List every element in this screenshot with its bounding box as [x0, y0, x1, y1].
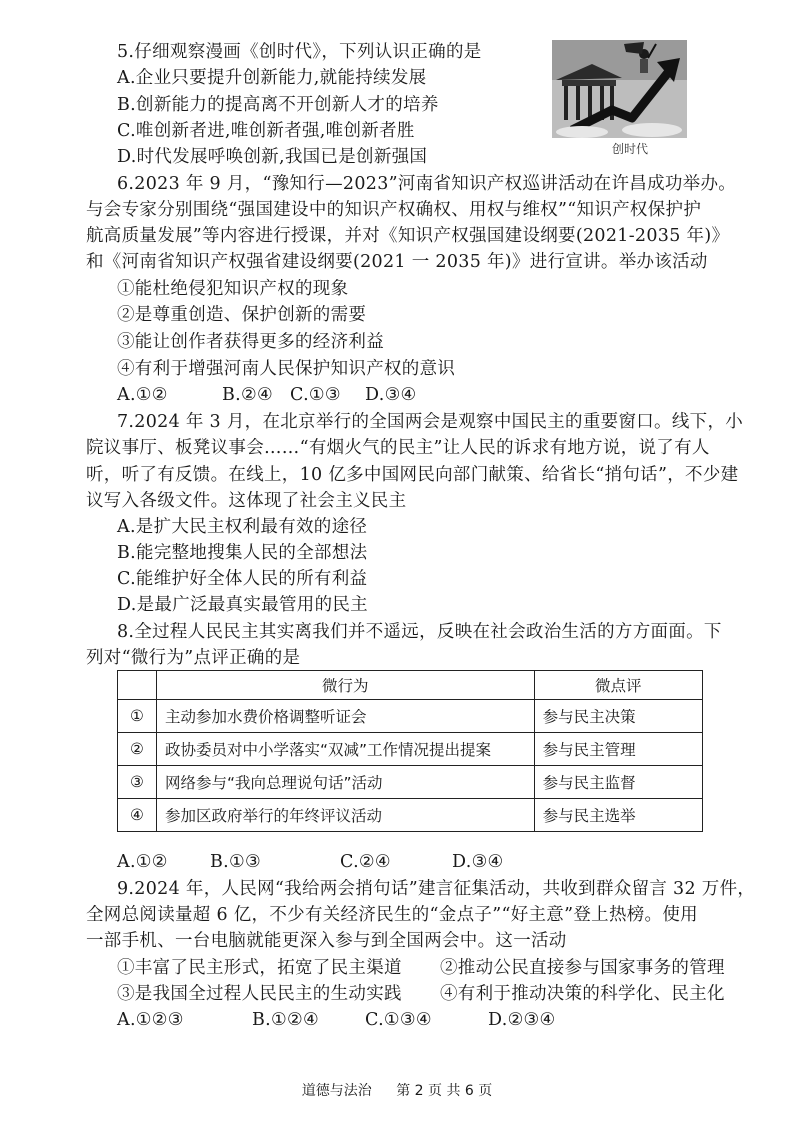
- q9-line-3: 一部手机、一台电脑就能更深入参与到全国两会中。这一活动: [86, 931, 567, 951]
- table-row: [118, 766, 703, 799]
- q6-line-4: 和《河南省知识产权强省建设纲要(2021 一 2035 年)》进行宣讲。举办该活动: [86, 252, 708, 272]
- q5-option-c: C.唯创新者进,唯创新者强,唯创新者胜: [117, 121, 415, 141]
- q9-item-3: ③是我国全过程人民民主的生动实践: [117, 984, 402, 1004]
- table-header-index: [118, 671, 157, 700]
- table-cell-index: ②: [118, 733, 157, 766]
- table-row: [118, 700, 703, 733]
- cartoon-illustration: [552, 40, 687, 138]
- table-cell-comment: 参与民主监督: [534, 766, 702, 799]
- q6-item-2: ②是尊重创造、保护创新的需要: [117, 305, 367, 325]
- q7-option-b: B.能完整地搜集人民的全部想法: [117, 543, 368, 563]
- table-row: [118, 733, 703, 766]
- q7-line-3: 听，听了有反馈。在线上，10 亿多中国网民向部门献策、给省长“捎句话”，不少建: [86, 465, 739, 485]
- q8-line-1: 8.全过程人民民主其实离我们并不遥远，反映在社会政治生活的方方面面。下: [117, 622, 722, 642]
- q8-choice-a: A.①②: [117, 852, 168, 872]
- table-cell-behavior: 网络参与“我向总理说句话”活动: [156, 766, 534, 799]
- q8-choice-b: B.①③: [210, 852, 261, 872]
- table-header-comment: 微点评: [534, 671, 702, 700]
- q9-choice-d: D.②③④: [488, 1010, 556, 1030]
- q6-line-2: 与会专家分别围绕“强国建设中的知识产权确权、用权与维权”“知识产权保护护: [86, 200, 702, 220]
- q6-choice-c: C.①③: [290, 385, 341, 405]
- table-header-behavior: 微行为: [156, 671, 534, 700]
- q9-item-2: ②推动公民直接参与国家事务的管理: [440, 958, 725, 978]
- q6-item-4: ④有利于增强河南人民保护知识产权的意识: [117, 359, 456, 379]
- q7-option-c: C.能维护好全体人民的所有利益: [117, 569, 368, 589]
- micro-behavior-table: [117, 670, 703, 832]
- q6-line-1: 6.2023 年 9 月，“豫知行—2023”河南省知识产权巡讲活动在许昌成功举办。: [117, 174, 737, 194]
- table-row: [118, 799, 703, 832]
- cartoon-caption: 创时代: [612, 142, 649, 156]
- table-cell-comment: 参与民主选举: [534, 799, 702, 832]
- footer-page-number: 第 2 页 共 6 页: [396, 1083, 493, 1099]
- q7-line-2: 院议事厅、板凳议事会……“有烟火气的民主”让人民的诉求有地方说，说了有人: [86, 438, 710, 458]
- q6-item-3: ③能让创作者获得更多的经济利益: [117, 332, 384, 352]
- table-cell-index: ①: [118, 700, 157, 733]
- table-cell-comment: 参与民主管理: [534, 733, 702, 766]
- q8-line-2: 列对“微行为”点评正确的是: [86, 648, 301, 668]
- q9-choice-c: C.①③④: [365, 1010, 432, 1030]
- q5-option-b: B.创新能力的提高离不开创新人才的培养: [117, 95, 439, 115]
- table-cell-comment: 参与民主决策: [534, 700, 702, 733]
- table-cell-behavior: 政协委员对中小学落实“双减”工作情况提出提案: [156, 733, 534, 766]
- q5-option-a: A.企业只要提升创新能力,就能持续发展: [117, 68, 427, 88]
- q8-choice-d: D.③④: [452, 852, 504, 872]
- q7-line-1: 7.2024 年 3 月，在北京举行的全国两会是观察中国民主的重要窗口。线下，小: [117, 412, 744, 432]
- q6-line-3: 航高质量发展”等内容进行授课，并对《知识产权强国建设纲要(2021-2035 年)》: [86, 226, 730, 246]
- q9-line-2: 全网总阅读量超 6 亿，不少有关经济民生的“金点子”“好主意”登上热榜。使用: [86, 905, 698, 925]
- q6-choice-b: B.②④: [222, 385, 273, 405]
- q9-item-4: ④有利于推动决策的科学化、民主化: [440, 984, 725, 1004]
- table-header-row: [118, 671, 703, 700]
- q9-choice-b: B.①②④: [252, 1010, 319, 1030]
- q9-item-1: ①丰富了民主形式，拓宽了民主渠道: [117, 958, 402, 978]
- q5-option-d: D.时代发展呼唤创新,我国已是创新强国: [117, 147, 428, 167]
- q7-option-d: D.是最广泛最真实最管用的民主: [117, 595, 368, 615]
- q6-choice-a: A.①②: [117, 385, 168, 405]
- page-footer: [0, 1080, 794, 1100]
- q7-line-4: 议写入各级文件。这体现了社会主义民主: [86, 491, 407, 511]
- table-cell-index: ④: [118, 799, 157, 832]
- table-cell-behavior: 参加区政府举行的年终评议活动: [156, 799, 534, 832]
- q7-option-a: A.是扩大民主权利最有效的途径: [117, 517, 368, 537]
- q8-choice-c: C.②④: [340, 852, 391, 872]
- q6-choice-d: D.③④: [365, 385, 417, 405]
- q5-stem: 5.仔细观察漫画《创时代》，下列认识正确的是: [117, 42, 482, 62]
- table-cell-index: ③: [118, 766, 157, 799]
- q6-item-1: ①能杜绝侵犯知识产权的现象: [117, 279, 349, 299]
- table-cell-behavior: 主动参加水费价格调整听证会: [156, 700, 534, 733]
- q9-choice-a: A.①②③: [117, 1010, 184, 1030]
- q9-line-1: 9.2024 年，人民网“我给两会捎句话”建言征集活动，共收到群众留言 32 万件，: [117, 879, 756, 899]
- footer-subject: 道德与法治: [301, 1083, 372, 1099]
